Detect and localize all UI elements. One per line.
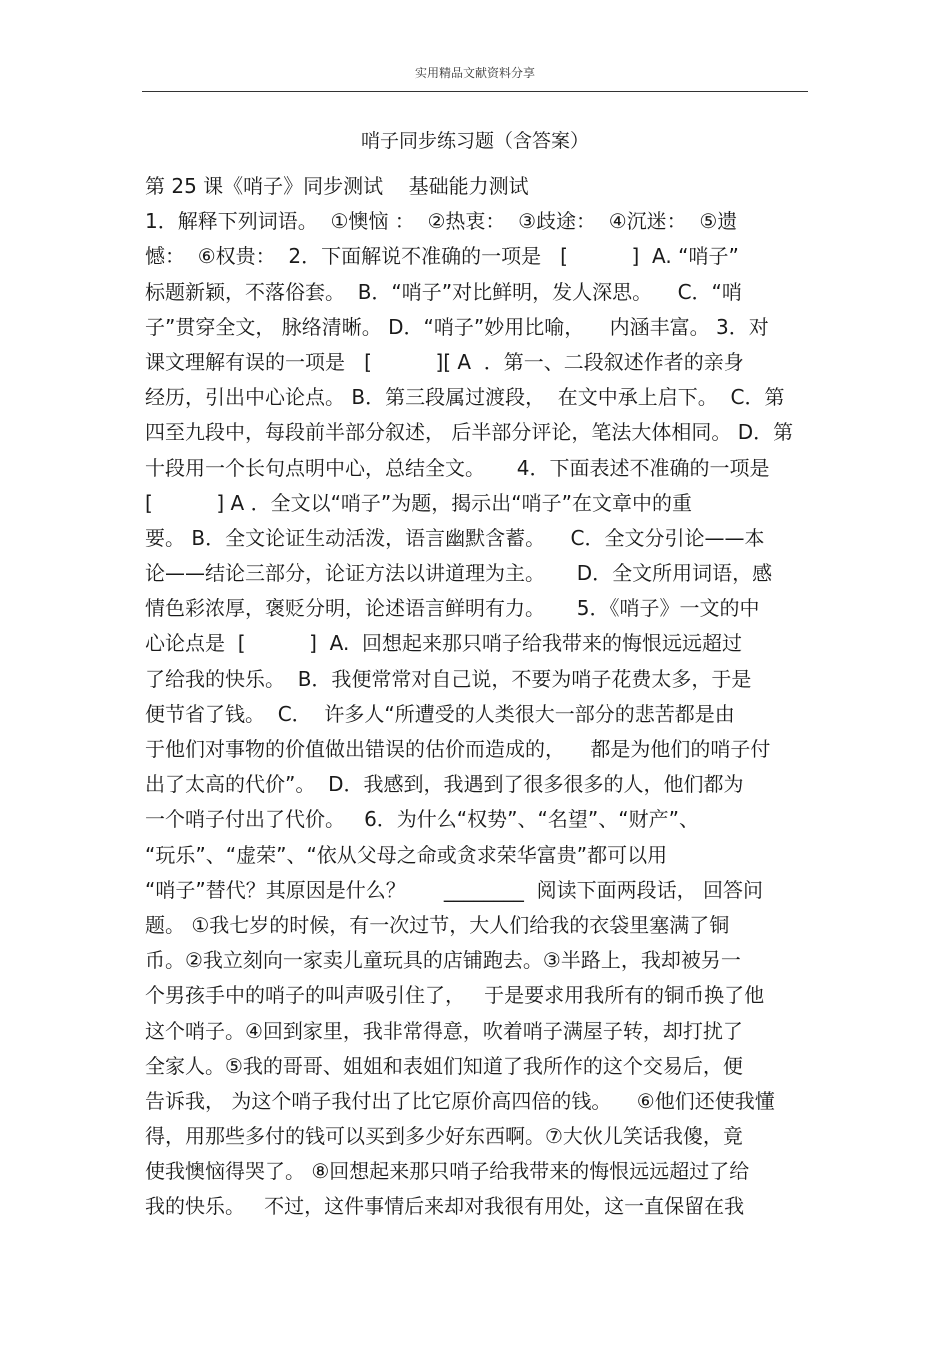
text-line: 四至九段中，每段前半部分叙述， 后半部分评论，笔法大体相同。 D．第 [145,420,794,445]
text-line: 子”贯穿全文， 脉络清晰。 D．“哨子”妙用比喻， 内涵丰富。 3．对 [145,314,769,339]
text-line: 论——结论三部分，论证方法以讲道理为主。 D．全文所用词语，感 [145,561,773,586]
text-line: 我的快乐。 不过，这件事情后来却对我很有用处，这一直保留在我 [145,1194,745,1219]
text-line: 1．解释下列词语。 ①懊恼 ： ②热衷： ③歧途： ④沉迷： ⑤遗 [145,209,738,234]
text-line: 第 25 课《哨子》同步测试 基础能力测试 [145,174,529,198]
text-line: 币。②我立刻向一家卖儿童玩具的店铺跑去。③半路上，我却被另一 [145,948,741,973]
text-line: 个男孩手中的哨子的叫声吸引住了， 于是要求用我所有的铜币换了他 [145,983,765,1008]
text-line: 心论点是 [ ] A. 回想起来那只哨子给我带来的悔恨远远超过 [145,631,743,656]
text-line: 全家人。⑤我的哥哥、姐姐和表姐们知道了我所作的这个交易后，便 [145,1053,743,1078]
text-line: 情色彩浓厚，褒贬分明，论述语言鲜明有力。 5．《哨子》一文的中 [145,596,760,621]
text-line: 经历，引出中心论点。 B．第三段属过渡段， 在文中承上启下。 C．第 [145,385,785,410]
text-line: 告诉我， 为这个哨子我付出了比它原价高四倍的钱。 ⑥他们还使我懂 [145,1088,775,1113]
text-line: [ ] A ．全文以“哨子”为题，揭示出“哨子”在文章中的重 [145,490,693,515]
text-line: 十段用一个长句点明中心，总结全文。 4．下面表述不准确的一项是 [145,455,770,480]
text-line: 一个哨子付出了代价。 6．为什么“权势”、“名望”、“财产”、 [145,807,699,832]
text-line: 要。 B．全文论证生动活泼，语言幽默含蓄。 C．全文分引论——本 [145,525,765,550]
document-body [145,169,815,1225]
running-header: 实用精品文献资料分享 [414,66,535,80]
text-line: 使我懊恼得哭了。 ⑧回想起来那只哨子给我带来的悔恨远远超过了给 [145,1159,750,1184]
text-line: 了给我的快乐。 B．我便常常对自己说，不要为哨子花费太多，于是 [145,666,752,691]
text-line: “玩乐”、“虚荣”、“依从父母之命或贪求荣华富贵”都可以用 [145,842,668,867]
text-line: 标题新颖，不落俗套。 B．“哨子”对比鲜明，发人深思。 C．“哨 [145,279,742,304]
text-line: 出了太高的代价”。 D．我感到，我遇到了很多很多的人，他们都为 [145,772,744,797]
text-line: 便节省了钱。 C． 许多人“所遭受的人类很大一部分的悲苦都是由 [145,701,735,726]
header-divider [142,91,808,92]
text-line: 题。 ①我七岁的时候，有一次过节，大人们给我的衣袋里塞满了铜 [145,912,730,937]
text-line: 课文理解有误的一项是 [ ][ A ．第一、二段叙述作者的亲身 [145,349,744,374]
text-line: 这个哨子。④回到家里，我非常得意，吹着哨子满屋子转，却打扰了 [145,1018,743,1043]
text-line: 于他们对事物的价值做出错误的估价而造成的， 都是为他们的哨子付 [145,737,771,761]
document-title: 哨子同步练习题（含答案） [360,130,589,152]
text-line: 得，用那些多付的钱可以买到多少好东西啊。⑦大伙儿笑话我傻，竟 [145,1124,743,1149]
text-line: “哨子”替代？其原因是什么？ ________ 阅读下面两段话， 回答问 [145,877,763,902]
text-line: 憾： ⑥权贵： 2．下面解说不准确的一项是 [ ] A. “哨子” [145,244,739,269]
